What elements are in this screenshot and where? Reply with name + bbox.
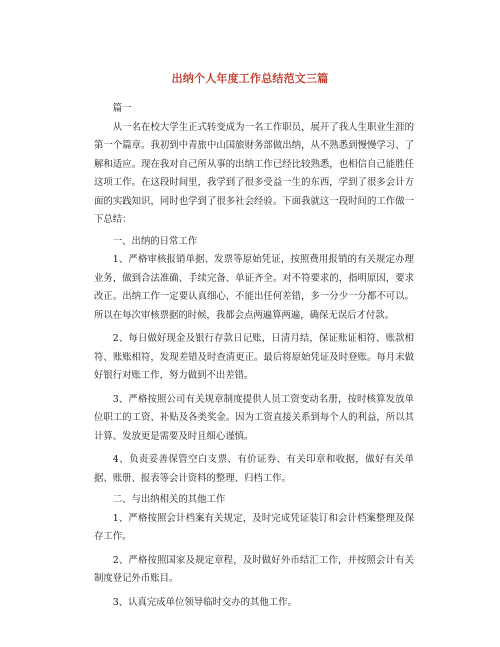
intro-paragraph: 从一名在校大学生正式转变成为一名工作职员，展开了我人生职业生涯的第一个篇章。我初到中青旅中山国旅财务部做出纳，从不熟悉到慢慢学习、了解和适应。现在我对自己所从事的出纳工作已经比较熟悉，也相信自己能胜任这项工作。在这段时间里，我学到了很多受益一生的东西，学到了很多会计方面的实践知识，同时也学到了很多社会经验。下面我就这一段时间的工作做一下总结： — [94, 121, 414, 225]
section-heading-other-work: 二、与出纳相关的其他工作 — [112, 494, 226, 505]
daily-work-item-4: 4、负责妥善保管空白支票、有价证券、有关印章和收据，做好有关单据、账册、报表等会计资料的整理、归档工作。 — [94, 454, 414, 484]
document-body — [94, 100, 414, 612]
other-work-item-1: 1、严格按照会计档案有关规定，及时完成凭证装订和会计档案整理及保存工作。 — [94, 512, 414, 542]
document-title: 出纳个人年度工作总结范文三篇 — [171, 72, 329, 85]
daily-work-item-1: 1、严格审核报销单据、发票等原始凭证，按照费用报销的有关规定办理业务，做到合法准确、手续完备、单证齐全。对不符要求的，指明原因，要求改正。出纳工作一定要认真细心，不能出任何差错，多一分少一分都不可以。所以在每次审核票据的时候，我都会点两遍算两遍，确保无误后才付款。 — [94, 254, 414, 321]
section-heading-part-one: 篇一 — [112, 103, 132, 114]
section-heading-daily-work: 一、出纳的日常工作 — [112, 235, 198, 247]
daily-work-item-2: 2、每日做好现金及银行存款日记账，日清月结，保证账证相符、账款相符、账账相符，发现差错及时查清更正。最后将原始凭证及时登账。每月末做好银行对账工作，努力做到不出差错。 — [94, 333, 414, 381]
other-work-item-2: 2、严格按照国家及规定章程，及时做好外币结汇工作，并按照会计有关制度登记外币账目。 — [94, 554, 414, 584]
other-work-item-3: 3、认真完成单位领导临时交办的其他工作。 — [112, 596, 297, 608]
daily-work-item-3: 3、严格按照公司有关规章制度提供人员工资变动名册，按时核算发放单位职工的工资、补贴及各类奖金。因为工资直接关系到每个人的利益，所以其计算、发放更是需要及时且细心谨慎。 — [94, 393, 414, 442]
